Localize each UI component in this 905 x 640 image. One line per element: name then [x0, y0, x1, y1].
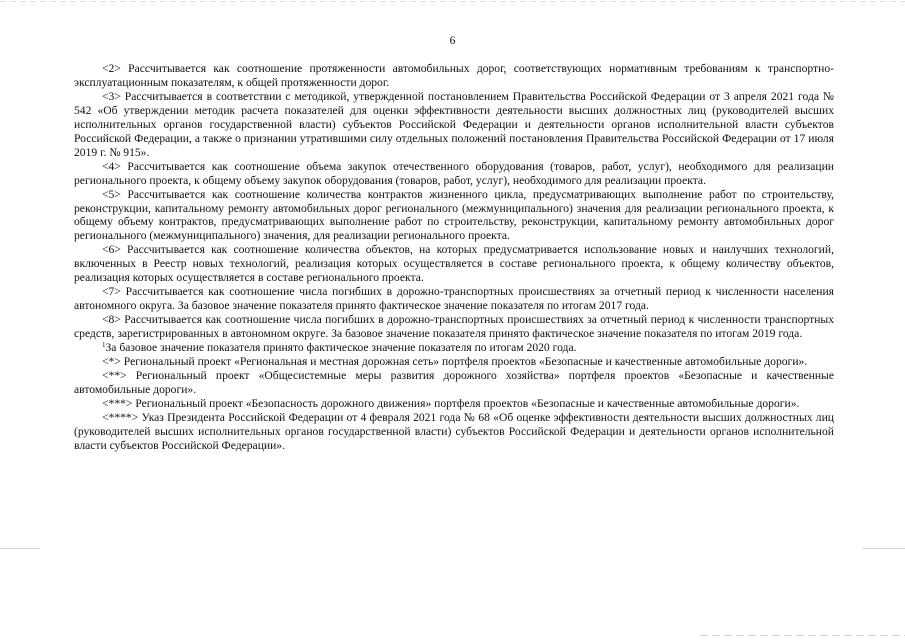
note-star-3: <***> Региональный проект «Безопасность дорожного движения» портфеля проектов «Безопасные и качественные автомобильные дороги». [102, 396, 800, 410]
note-3: <3> Рассчитывается в соответствии с методикой, утвержденной постановлением Правительства Российской Федерации от 3 апреля 2021 года № 542 «Об утверждении методик расчета показателей для оценки эффективности деятельности высших должностных лиц (руководителей высших исполнительных органов государственной власти) субъектов Российской Федерации и деятельности органов исполнительной власти субъектов Российской Федерации, а также о признании утратившими силу отдельных положений постановления Правительства Российской Федерации от 17 июля 2019 г. № 915». [74, 89, 834, 159]
scan-edge-top [0, 1, 905, 2]
note-4: <4> Рассчитывается как соотношение объема закупок отечественного оборудования (товаров, работ, услуг), необходимого для реализации регионального проекта, к общему объему закупок оборудования (товаров, работ, услуг), необходимого для реализации проекта. [74, 159, 834, 187]
note-star-2: <**> Региональный проект «Общесистемные меры развития дорожного хозяйства» портфеля проектов «Безопасные и качественные автомобильные дороги». [74, 368, 834, 396]
footnote-1 [74, 341, 834, 355]
note-8: <8> Рассчитывается как соотношение числа погибших в дорожно-транспортных происшествиях за отчетный период к численности транспортных средств, зарегистрированных в автономном округе. За базовое значение показателя принято фактическое значение показателя по итогам 2019 года. [74, 313, 834, 341]
note-5: <5> Рассчитывается как соотношение количества контрактов жизненного цикла, предусматривающих выполнение работ по строительству, реконструкции, капитальному ремонту автомобильных дорог регионального (межмуниципального) значения для реализации регионального проекта, к общему объему контрактов, предусматривающих выполнение работ по строительству, реконструкции, капитальному ремонту автомобильных дорог регионального (межмуниципального) значения, для реализации регионального проекта. [74, 187, 834, 243]
page-number: 6 [449, 35, 456, 47]
note-2: <2> Рассчитывается как соотношение протяженности автомобильных дорог, соответствующих нормативным требованиям к транспортно-эксплуатационным показателям, к общей протяженности дорог. [74, 62, 834, 89]
scan-edge-left [0, 548, 40, 549]
footnote-marker: 1 [102, 341, 106, 350]
scan-edge-bottom [700, 635, 905, 636]
note-6: <6> Рассчитывается как соотношение количества объектов, на которых предусматривается использование новых и наилучших технологий, включенных в Реестр новых технологий, реализация которых осуществляется в составе регионального проекта, к общему количеству объектов, реализация которых осуществляется в составе регионального проекта. [74, 243, 834, 285]
note-star-4: <****> Указ Президента Российской Федерации от 4 февраля 2021 года № 68 «Об оценке эффективности деятельности высших должностных лиц (руководителей высших исполнительных органов государственной власти) субъектов Российской Федерации и деятельности органов исполнительной власти субъектов Российской Федерации». [74, 410, 834, 452]
notes-body [74, 62, 834, 453]
note-star-1: <*> Региональный проект «Региональная и местная дорожная сеть» портфеля проектов «Безопасные и качественные автомобильные дороги». [102, 355, 808, 369]
footnote-1-text: За базовое значение показателя принято фактическое значение показателя по итогам 2020 года. [105, 341, 577, 355]
note-7: <7> Рассчитывается как соотношение числа погибших в дорожно-транспортных происшествиях за отчетный период к численности населения автономного округа. За базовое значение показателя принято фактическое значение показателя по итогам 2017 года. [74, 285, 834, 313]
scan-edge-right [862, 548, 905, 549]
